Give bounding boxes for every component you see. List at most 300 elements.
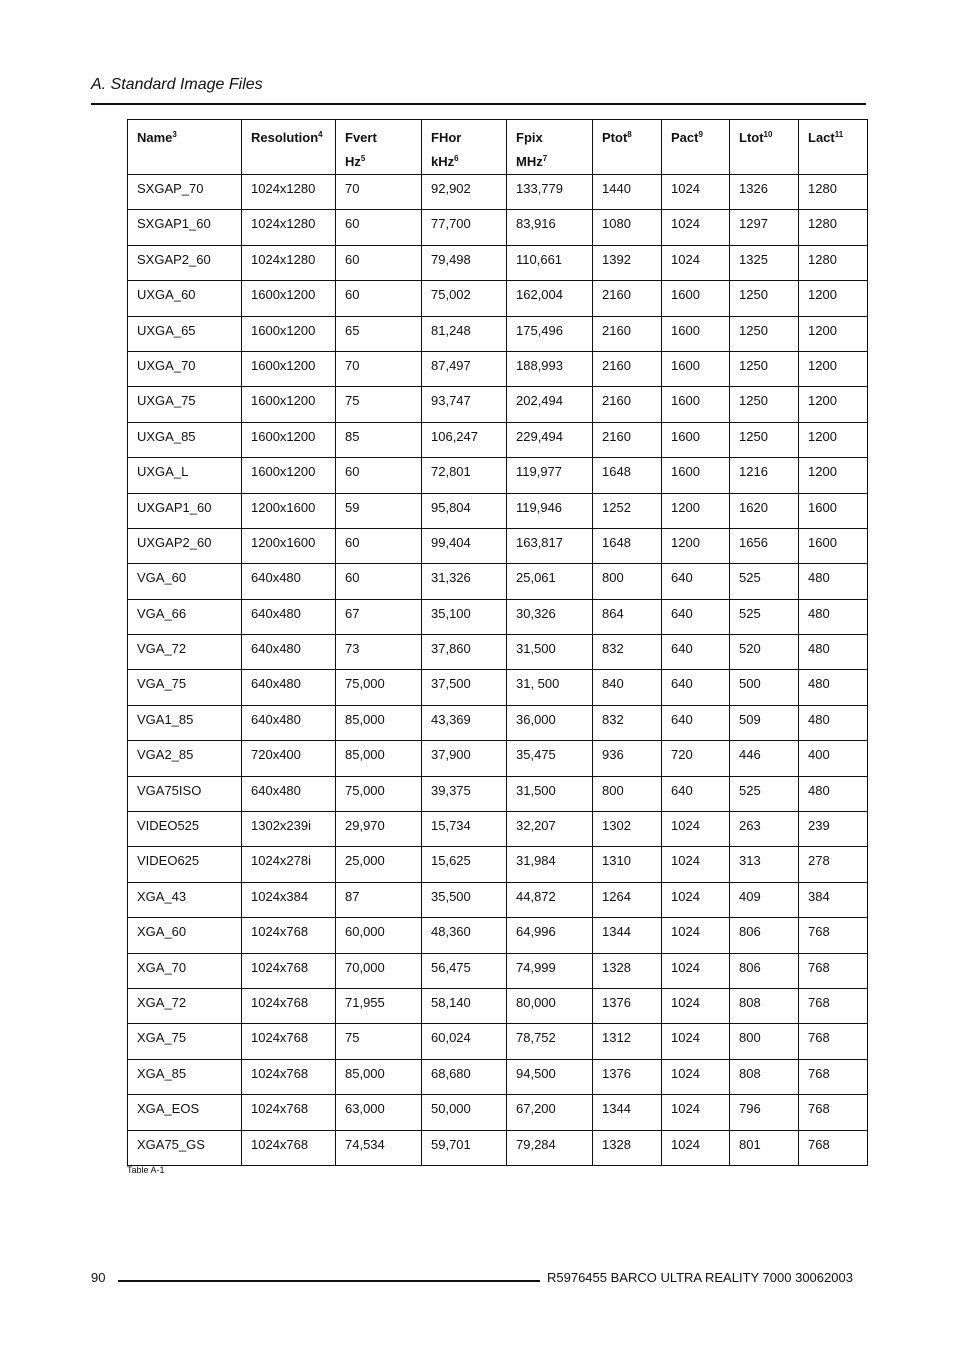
table-cell: 1024 <box>662 812 730 847</box>
table-cell: UXGA_65 <box>128 316 242 351</box>
table-cell: 92,902 <box>422 175 507 210</box>
table-cell: 83,916 <box>507 210 593 245</box>
table-cell: 1600x1200 <box>242 316 336 351</box>
table-cell: UXGA_75 <box>128 387 242 422</box>
table-cell: 640 <box>662 670 730 705</box>
table-cell: 1024 <box>662 1024 730 1059</box>
column-header-unit: Hz$^5$ <box>345 154 366 169</box>
table-cell: 67,200 <box>507 1095 593 1130</box>
table-cell: 2160 <box>593 351 662 386</box>
table-cell: 1392 <box>593 245 662 280</box>
table-cell: 43,369 <box>422 705 507 740</box>
table-cell: 1344 <box>593 1095 662 1130</box>
table-cell: 1620 <box>730 493 799 528</box>
table-cell: 229,494 <box>507 422 593 457</box>
table-cell: 640 <box>662 705 730 740</box>
table-cell: 1024x1280 <box>242 245 336 280</box>
table-cell: 133,779 <box>507 175 593 210</box>
table-cell: 1024x768 <box>242 1024 336 1059</box>
table-cell: 30,326 <box>507 599 593 634</box>
table-cell: 31,326 <box>422 564 507 599</box>
table-cell: 48,360 <box>422 918 507 953</box>
footer-rule <box>118 1280 540 1282</box>
table-cell: 50,000 <box>422 1095 507 1130</box>
table-row <box>128 776 868 811</box>
table-cell: 1600 <box>799 528 868 563</box>
column-header <box>422 120 507 175</box>
table-cell: 162,004 <box>507 281 593 316</box>
footnote-marker: 3 <box>172 130 177 139</box>
footnote-marker: 9 <box>698 130 703 139</box>
table-cell: 1200 <box>662 493 730 528</box>
table-cell: 800 <box>593 776 662 811</box>
table-cell: 2160 <box>593 316 662 351</box>
table-cell: 500 <box>730 670 799 705</box>
column-header-label: Ltot$^{10}$ <box>739 130 773 145</box>
table-cell: 1600x1200 <box>242 281 336 316</box>
table-body <box>128 175 868 1166</box>
table-cell: 163,817 <box>507 528 593 563</box>
header-rule <box>91 103 866 105</box>
table-cell: 1024 <box>662 245 730 280</box>
table-row <box>128 953 868 988</box>
table-cell: 1600 <box>662 422 730 457</box>
table-cell: 1600 <box>799 493 868 528</box>
table-cell: 35,500 <box>422 882 507 917</box>
table-cell: XGA_75 <box>128 1024 242 1059</box>
table-cell: 1024 <box>662 1095 730 1130</box>
table-row <box>128 281 868 316</box>
table-cell: 188,993 <box>507 351 593 386</box>
table-cell: 1024 <box>662 1130 730 1165</box>
table-cell: UXGAP1_60 <box>128 493 242 528</box>
table-cell: 480 <box>799 776 868 811</box>
table-cell: 640 <box>662 564 730 599</box>
table-cell: 1024x768 <box>242 1130 336 1165</box>
table-cell: 1600 <box>662 387 730 422</box>
table-cell: 640 <box>662 635 730 670</box>
table-cell: 720 <box>662 741 730 776</box>
footnote-marker: 5 <box>360 154 366 163</box>
table-cell: 60 <box>336 210 422 245</box>
table-cell: 1328 <box>593 953 662 988</box>
table-cell: 72,801 <box>422 458 507 493</box>
table-cell: 808 <box>730 988 799 1023</box>
table-cell: 31,500 <box>507 776 593 811</box>
table-cell: 1600x1200 <box>242 387 336 422</box>
column-header-label: Name$^3$ <box>137 130 177 145</box>
column-header <box>336 120 422 175</box>
table-cell: 1250 <box>730 281 799 316</box>
table-cell: 175,496 <box>507 316 593 351</box>
table-cell: 75,002 <box>422 281 507 316</box>
table-cell: 640 <box>662 599 730 634</box>
table-cell: UXGA_60 <box>128 281 242 316</box>
table-cell: VGA1_85 <box>128 705 242 740</box>
footnote-marker: 6 <box>454 154 459 163</box>
table-row <box>128 351 868 386</box>
table-cell: 1250 <box>730 351 799 386</box>
table-cell: 93,747 <box>422 387 507 422</box>
table-cell: 1328 <box>593 1130 662 1165</box>
table-cell: 1302x239i <box>242 812 336 847</box>
table-row <box>128 705 868 740</box>
table-cell: 75,000 <box>336 670 422 705</box>
column-header-label: Ptot$^8$ <box>602 130 632 145</box>
column-header <box>799 120 868 175</box>
table-cell: 1280 <box>799 245 868 280</box>
table-row <box>128 175 868 210</box>
table-cell: 74,534 <box>336 1130 422 1165</box>
table-cell: XGA75_GS <box>128 1130 242 1165</box>
table-cell: 800 <box>730 1024 799 1059</box>
table-cell: 37,860 <box>422 635 507 670</box>
table-row <box>128 812 868 847</box>
table-cell: 1024 <box>662 1059 730 1094</box>
table-cell: 1250 <box>730 387 799 422</box>
table-row <box>128 988 868 1023</box>
table-cell: SXGAP2_60 <box>128 245 242 280</box>
table-cell: 1200 <box>799 316 868 351</box>
table-cell: 99,404 <box>422 528 507 563</box>
table-cell: 1024 <box>662 988 730 1023</box>
table-cell: 2160 <box>593 422 662 457</box>
table-row <box>128 564 868 599</box>
footnote-marker: 11 <box>834 130 844 139</box>
table-cell: 74,999 <box>507 953 593 988</box>
table-cell: 106,247 <box>422 422 507 457</box>
table-cell: 768 <box>799 953 868 988</box>
footnote-marker: 7 <box>542 154 548 163</box>
table-cell: VIDEO625 <box>128 847 242 882</box>
table-cell: 39,375 <box>422 776 507 811</box>
column-header <box>128 120 242 175</box>
table-cell: 864 <box>593 599 662 634</box>
page-header-title: A. Standard Image Files <box>91 76 263 93</box>
table-cell: 480 <box>799 564 868 599</box>
table-cell: 95,804 <box>422 493 507 528</box>
column-header-unit: MHz$^7$ <box>516 154 548 169</box>
table-cell: 1024 <box>662 847 730 882</box>
table-cell: 1297 <box>730 210 799 245</box>
table-cell: 110,661 <box>507 245 593 280</box>
table-cell: XGA_60 <box>128 918 242 953</box>
column-header-label: FHor <box>431 130 462 145</box>
table-cell: 768 <box>799 918 868 953</box>
column-header-label: Resolution$^4$ <box>251 130 323 145</box>
table-cell: 1310 <box>593 847 662 882</box>
table-cell: 806 <box>730 953 799 988</box>
table-cell: 768 <box>799 988 868 1023</box>
table-cell: 25,061 <box>507 564 593 599</box>
table-cell: SXGAP1_60 <box>128 210 242 245</box>
table-cell: 1200 <box>799 351 868 386</box>
column-header-label: Fpix <box>516 130 543 145</box>
table-cell: 1648 <box>593 458 662 493</box>
table-cell: 36,000 <box>507 705 593 740</box>
column-header-label: Pact$^9$ <box>671 130 703 145</box>
table-cell: 1024x768 <box>242 953 336 988</box>
table-cell: 640x480 <box>242 635 336 670</box>
column-header <box>593 120 662 175</box>
column-header-label: Lact$^{11}$ <box>808 130 844 145</box>
table-cell: 1600 <box>662 281 730 316</box>
table-cell: 1600 <box>662 316 730 351</box>
table-row <box>128 422 868 457</box>
table-cell: 800 <box>593 564 662 599</box>
table-cell: 37,500 <box>422 670 507 705</box>
table-cell: 263 <box>730 812 799 847</box>
table-row <box>128 1059 868 1094</box>
table-cell: 1200x1600 <box>242 493 336 528</box>
table-cell: 32,207 <box>507 812 593 847</box>
table-cell: 35,100 <box>422 599 507 634</box>
table-cell: VGA_72 <box>128 635 242 670</box>
table-row <box>128 458 868 493</box>
table-cell: 1250 <box>730 316 799 351</box>
table-row <box>128 847 868 882</box>
table-cell: 65 <box>336 316 422 351</box>
table-cell: 1024 <box>662 175 730 210</box>
table-cell: 525 <box>730 599 799 634</box>
table-cell: 31, 500 <box>507 670 593 705</box>
table-cell: 520 <box>730 635 799 670</box>
table-cell: 64,996 <box>507 918 593 953</box>
table-cell: 1656 <box>730 528 799 563</box>
table-cell: 79,498 <box>422 245 507 280</box>
table-cell: 640x480 <box>242 599 336 634</box>
table-cell: 1200 <box>799 281 868 316</box>
table-cell: 78,752 <box>507 1024 593 1059</box>
table-cell: 1264 <box>593 882 662 917</box>
table-cell: 1280 <box>799 175 868 210</box>
table-row <box>128 599 868 634</box>
column-header <box>662 120 730 175</box>
column-header-label: Fvert <box>345 130 377 145</box>
table-row <box>128 918 868 953</box>
table-cell: 1200 <box>799 422 868 457</box>
table-cell: 75,000 <box>336 776 422 811</box>
table-cell: 1600x1200 <box>242 458 336 493</box>
table-cell: XGA_EOS <box>128 1095 242 1130</box>
table-cell: 60 <box>336 528 422 563</box>
table-cell: 640x480 <box>242 705 336 740</box>
table-cell: 239 <box>799 812 868 847</box>
table-cell: 31,500 <box>507 635 593 670</box>
table-cell: 15,734 <box>422 812 507 847</box>
table-cell: 1600 <box>662 458 730 493</box>
table-cell: 1376 <box>593 1059 662 1094</box>
table-cell: VGA2_85 <box>128 741 242 776</box>
table-cell: 1024x278i <box>242 847 336 882</box>
table-cell: 68,680 <box>422 1059 507 1094</box>
table-cell: 640x480 <box>242 776 336 811</box>
table-cell: 1344 <box>593 918 662 953</box>
table-cell: VGA_75 <box>128 670 242 705</box>
table-row <box>128 882 868 917</box>
table-cell: 446 <box>730 741 799 776</box>
table-cell: 73 <box>336 635 422 670</box>
table-cell: 640x480 <box>242 564 336 599</box>
column-header-unit: kHz$^6$ <box>431 154 459 169</box>
table-cell: 87,497 <box>422 351 507 386</box>
table-cell: 768 <box>799 1130 868 1165</box>
table-cell: 75 <box>336 387 422 422</box>
table-cell: 796 <box>730 1095 799 1130</box>
table-cell: 35,475 <box>507 741 593 776</box>
table-cell: 1325 <box>730 245 799 280</box>
table-cell: 720x400 <box>242 741 336 776</box>
table-cell: 278 <box>799 847 868 882</box>
table-cell: 480 <box>799 635 868 670</box>
table-cell: 840 <box>593 670 662 705</box>
table-cell: XGA_43 <box>128 882 242 917</box>
table-cell: 1024x768 <box>242 1059 336 1094</box>
table-cell: 31,984 <box>507 847 593 882</box>
table-cell: 1200x1600 <box>242 528 336 563</box>
table-cell: XGA_85 <box>128 1059 242 1094</box>
footer-document-id: R5976455 BARCO ULTRA REALITY 7000 30062003 <box>547 1270 853 1285</box>
table-row <box>128 1024 868 1059</box>
table-cell: 202,494 <box>507 387 593 422</box>
table-cell: 60 <box>336 245 422 280</box>
table-cell: 832 <box>593 635 662 670</box>
table-cell: 1200 <box>799 387 868 422</box>
table-cell: 480 <box>799 670 868 705</box>
table-cell: 1280 <box>799 210 868 245</box>
table-cell: 1440 <box>593 175 662 210</box>
table-row <box>128 316 868 351</box>
table-cell: 1600 <box>662 351 730 386</box>
table-cell: 119,977 <box>507 458 593 493</box>
table-cell: VGA_60 <box>128 564 242 599</box>
table-cell: 56,475 <box>422 953 507 988</box>
table-cell: 67 <box>336 599 422 634</box>
table-cell: 60 <box>336 564 422 599</box>
table-cell: 1302 <box>593 812 662 847</box>
table-row <box>128 670 868 705</box>
table-cell: 400 <box>799 741 868 776</box>
table-cell: 85 <box>336 422 422 457</box>
table-cell: 1024 <box>662 918 730 953</box>
column-header <box>242 120 336 175</box>
table-cell: 63,000 <box>336 1095 422 1130</box>
table-row <box>128 635 868 670</box>
table-cell: 60,000 <box>336 918 422 953</box>
table-cell: 1024 <box>662 953 730 988</box>
table-cell: 60 <box>336 281 422 316</box>
table-cell: 768 <box>799 1095 868 1130</box>
table-cell: 2160 <box>593 387 662 422</box>
table-cell: 1024x1280 <box>242 210 336 245</box>
table-cell: 806 <box>730 918 799 953</box>
table-cell: 71,955 <box>336 988 422 1023</box>
table-cell: UXGA_85 <box>128 422 242 457</box>
table-cell: 525 <box>730 776 799 811</box>
table-cell: 2160 <box>593 281 662 316</box>
table-cell: 44,872 <box>507 882 593 917</box>
table-cell: 1250 <box>730 422 799 457</box>
table-cell: VGA_66 <box>128 599 242 634</box>
table-cell: 1648 <box>593 528 662 563</box>
table-cell: 808 <box>730 1059 799 1094</box>
table-cell: XGA_72 <box>128 988 242 1023</box>
table-cell: 768 <box>799 1059 868 1094</box>
table-cell: 25,000 <box>336 847 422 882</box>
table-cell: 70 <box>336 351 422 386</box>
table-cell: 60 <box>336 458 422 493</box>
table-cell: 15,625 <box>422 847 507 882</box>
table-cell: 1326 <box>730 175 799 210</box>
footnote-marker: 8 <box>627 130 632 139</box>
table-cell: 480 <box>799 599 868 634</box>
table-cell: 1024x384 <box>242 882 336 917</box>
table-cell: XGA_70 <box>128 953 242 988</box>
table-cell: 1024x768 <box>242 1095 336 1130</box>
table-cell: 85,000 <box>336 705 422 740</box>
table-cell: 70 <box>336 175 422 210</box>
table-cell: 1024 <box>662 210 730 245</box>
table-cell: 59 <box>336 493 422 528</box>
table-cell: 60,024 <box>422 1024 507 1059</box>
table-cell: 480 <box>799 705 868 740</box>
table-cell: 85,000 <box>336 741 422 776</box>
image-files-table <box>127 119 868 1166</box>
table-header-row <box>128 120 868 175</box>
table-cell: 1200 <box>799 458 868 493</box>
table-cell: SXGAP_70 <box>128 175 242 210</box>
table-cell: UXGA_70 <box>128 351 242 386</box>
table-cell: VIDEO525 <box>128 812 242 847</box>
table-row <box>128 210 868 245</box>
table-caption: Table A-1 <box>127 1165 165 1175</box>
table-cell: 58,140 <box>422 988 507 1023</box>
table-cell: 832 <box>593 705 662 740</box>
table-cell: 29,970 <box>336 812 422 847</box>
table-cell: 1216 <box>730 458 799 493</box>
table-cell: 80,000 <box>507 988 593 1023</box>
table-cell: 1600x1200 <box>242 351 336 386</box>
table-cell: 640 <box>662 776 730 811</box>
table-row <box>128 528 868 563</box>
table-row <box>128 741 868 776</box>
table-row <box>128 1130 868 1165</box>
table-cell: 119,946 <box>507 493 593 528</box>
table-cell: UXGAP2_60 <box>128 528 242 563</box>
table-cell: 1080 <box>593 210 662 245</box>
footnote-marker: 10 <box>763 130 773 139</box>
table-cell: 87 <box>336 882 422 917</box>
table-cell: 1600x1200 <box>242 422 336 457</box>
table-cell: 409 <box>730 882 799 917</box>
table-row <box>128 1095 868 1130</box>
table-cell: 1200 <box>662 528 730 563</box>
table-cell: 1024x768 <box>242 988 336 1023</box>
table-cell: 77,700 <box>422 210 507 245</box>
table-row <box>128 493 868 528</box>
footnote-marker: 4 <box>318 130 323 139</box>
table-cell: 525 <box>730 564 799 599</box>
column-header <box>507 120 593 175</box>
table-cell: 801 <box>730 1130 799 1165</box>
table-cell: 640x480 <box>242 670 336 705</box>
table-cell: 79,284 <box>507 1130 593 1165</box>
page-number: 90 <box>91 1270 106 1285</box>
table-cell: 1312 <box>593 1024 662 1059</box>
table-cell: 1024 <box>662 882 730 917</box>
table-row <box>128 245 868 280</box>
table-cell: 1252 <box>593 493 662 528</box>
